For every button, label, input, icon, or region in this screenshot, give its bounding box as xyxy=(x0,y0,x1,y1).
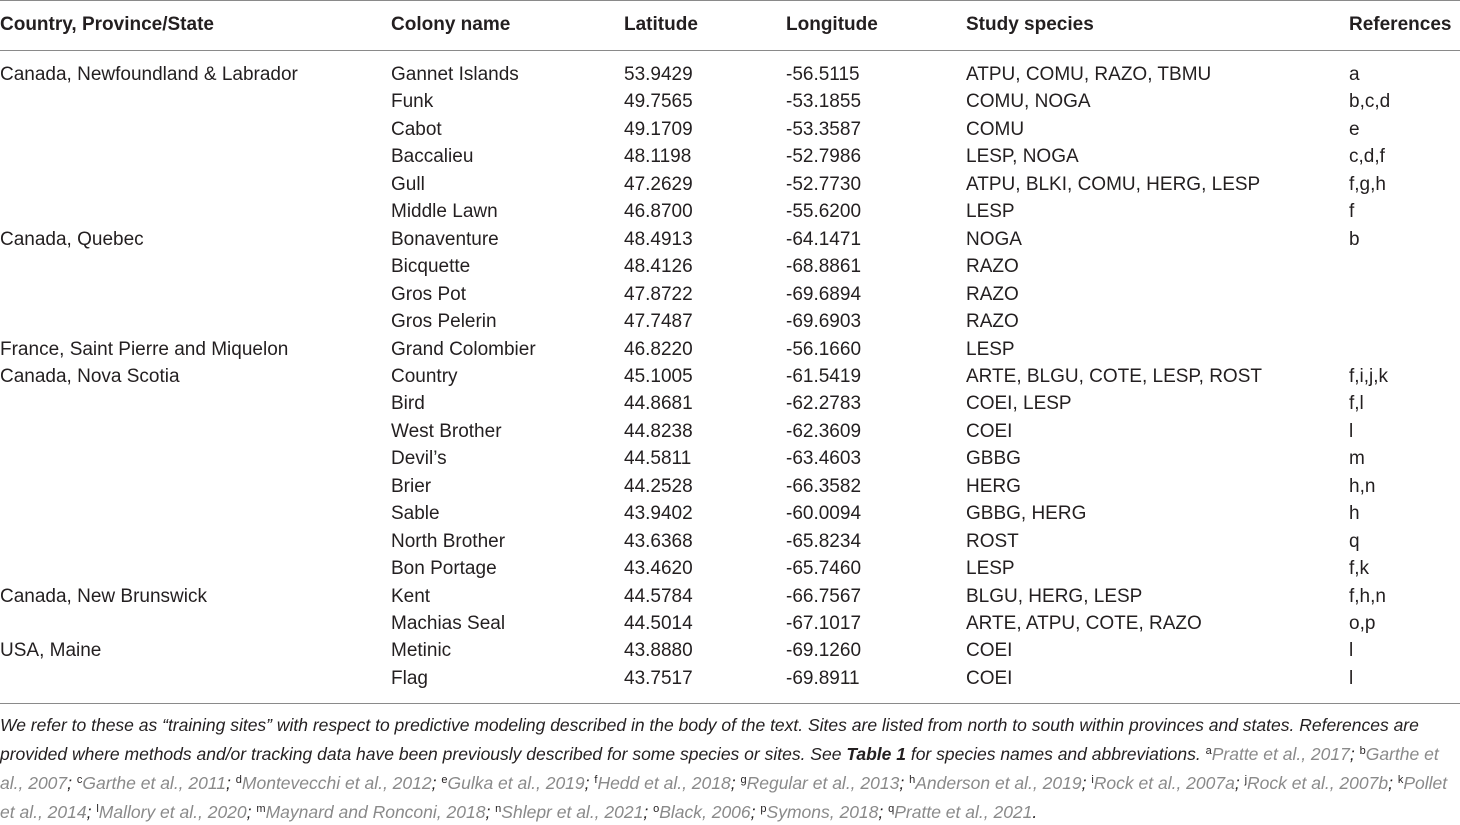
reference-marker: j xyxy=(1244,774,1248,786)
reference-marker: g xyxy=(740,774,747,786)
species-cell: GBBG xyxy=(966,448,1021,470)
country-cell: Canada, Nova Scotia xyxy=(0,365,180,387)
reference-marker: e xyxy=(441,774,448,786)
colony-name-cell: Bicquette xyxy=(391,256,471,278)
reference-marker: m xyxy=(256,803,266,815)
longitude-cell: -53.1855 xyxy=(786,91,862,113)
country-cell: Canada, Quebec xyxy=(0,228,144,250)
references-cell: f,g,h xyxy=(1349,173,1386,195)
longitude-cell: -52.7986 xyxy=(786,146,862,168)
column-header-references: References xyxy=(1349,14,1452,35)
species-cell: ATPU, BLKI, COMU, HERG, LESP xyxy=(966,173,1261,195)
reference-separator: ; xyxy=(730,773,741,793)
latitude-cell: 43.6368 xyxy=(624,530,693,552)
reference-citation: Hedd et al., 2018 xyxy=(597,773,731,793)
latitude-cell: 43.4620 xyxy=(624,558,693,580)
reference-marker: f xyxy=(594,774,598,786)
reference-separator: ; xyxy=(750,802,761,822)
column-header-country: Country, Province/State xyxy=(0,14,214,35)
references-cell: a xyxy=(1349,64,1360,85)
table-header-rule xyxy=(0,50,1460,51)
reference-separator: ; xyxy=(1349,744,1360,764)
footnote-reference[interactable] xyxy=(256,802,485,822)
reference-separator: ; xyxy=(878,802,889,822)
species-cell: COMU, NOGA xyxy=(966,91,1091,113)
latitude-cell: 53.9429 xyxy=(624,64,693,85)
reference-citation: Shlepr et al., 2021 xyxy=(501,802,644,822)
references-cell: l xyxy=(1349,420,1354,442)
footnote-after-ref: for species names and abbreviations. xyxy=(905,744,1206,764)
column-header-longitude: Longitude xyxy=(786,14,878,35)
references-cell: f,i,j,k xyxy=(1349,365,1389,387)
reference-marker: n xyxy=(495,803,502,815)
footnote-reference[interactable] xyxy=(1245,773,1389,793)
colony-name-cell: Sable xyxy=(391,503,440,525)
reference-separator: ; xyxy=(431,773,442,793)
longitude-cell: -56.1660 xyxy=(786,338,862,360)
colony-name-cell: Country xyxy=(391,365,458,387)
longitude-cell: -53.3587 xyxy=(786,118,862,140)
species-cell: RAZO xyxy=(966,256,1019,278)
species-cell: LESP xyxy=(966,558,1015,580)
country-cell: Canada, Newfoundland & Labrador xyxy=(0,64,298,85)
colony-name-cell: Cabot xyxy=(391,118,442,140)
reference-separator: ; xyxy=(1234,773,1245,793)
reference-marker: d xyxy=(235,774,242,786)
species-cell: RAZO xyxy=(966,311,1019,333)
reference-citation: Rock et al., 2007b xyxy=(1247,773,1389,793)
references-cell: o,p xyxy=(1349,613,1376,634)
references-cell: m xyxy=(1349,448,1365,470)
footnote-reference[interactable] xyxy=(441,773,584,793)
species-cell: LESP, NOGA xyxy=(966,146,1079,168)
longitude-cell: -69.1260 xyxy=(786,640,862,662)
reference-marker: l xyxy=(96,803,99,815)
reference-citation: Symons, 2018 xyxy=(766,802,879,822)
footnote-intro: We refer to these as “training sites” with respect to predictive modeling described in the body of the text. Sites are listed from north to south within provinces and states. References are provided where methods and/or tracking data have been previously described for some species or sites. See xyxy=(0,715,1419,764)
longitude-cell: -63.4603 xyxy=(786,448,862,470)
longitude-cell: -69.6903 xyxy=(786,311,862,333)
species-cell: LESP xyxy=(966,338,1015,360)
longitude-cell: -66.3582 xyxy=(786,475,862,497)
table-footnote xyxy=(0,712,1460,825)
colony-name-cell: Bonaventure xyxy=(391,228,499,250)
reference-citation: Pratte et al., 2017 xyxy=(1211,744,1350,764)
country-cell: USA, Maine xyxy=(0,640,102,662)
reference-separator: ; xyxy=(485,802,496,822)
footnote-reference[interactable] xyxy=(653,802,751,822)
species-cell: RAZO xyxy=(966,283,1019,305)
references-cell: f xyxy=(1349,201,1355,223)
latitude-cell: 46.8700 xyxy=(624,201,693,223)
latitude-cell: 49.7565 xyxy=(624,91,693,113)
latitude-cell: 44.5014 xyxy=(624,613,693,634)
longitude-cell: -66.7567 xyxy=(786,585,862,607)
colony-name-cell: Gros Pot xyxy=(391,283,466,305)
species-cell: ARTE, BLGU, COTE, LESP, ROST xyxy=(966,365,1262,387)
species-cell: COEI xyxy=(966,640,1013,662)
footnote-reference[interactable] xyxy=(96,802,246,822)
colony-name-cell: Bon Portage xyxy=(391,558,497,580)
country-cell: Canada, New Brunswick xyxy=(0,585,207,607)
colony-name-cell: Metinic xyxy=(391,640,452,662)
colony-name-cell: Middle Lawn xyxy=(391,201,498,223)
references-cell: h xyxy=(1349,503,1360,525)
latitude-cell: 44.8238 xyxy=(624,420,693,442)
latitude-cell: 44.5811 xyxy=(624,448,692,470)
longitude-cell: -62.2783 xyxy=(786,393,862,415)
footnote-reference[interactable] xyxy=(760,802,878,822)
footnote-reference[interactable] xyxy=(1206,744,1350,764)
reference-separator: ; xyxy=(86,802,97,822)
country-cell: France, Saint Pierre and Miquelon xyxy=(0,338,289,360)
longitude-cell: -56.5115 xyxy=(786,64,860,85)
colony-name-cell: Devil’s xyxy=(391,448,447,470)
reference-citation: Mallory et al., 2020 xyxy=(98,802,247,822)
latitude-cell: 47.7487 xyxy=(624,311,693,333)
footnote-reference[interactable] xyxy=(1091,773,1235,793)
colony-name-cell: West Brother xyxy=(391,420,502,442)
latitude-cell: 47.8722 xyxy=(624,283,693,305)
references-cell: b,c,d xyxy=(1349,91,1391,113)
reference-citation: Pratte et al., 2021 xyxy=(894,802,1033,822)
references-cell: l xyxy=(1349,667,1354,689)
latitude-cell: 44.2528 xyxy=(624,475,693,497)
reference-separator: ; xyxy=(246,802,257,822)
colony-name-cell: Bird xyxy=(391,393,425,415)
longitude-cell: -65.8234 xyxy=(786,530,862,552)
reference-marker: k xyxy=(1397,774,1404,786)
latitude-cell: 44.8681 xyxy=(624,393,693,415)
colony-name-cell: Funk xyxy=(391,91,434,113)
colony-name-cell: North Brother xyxy=(391,530,506,552)
latitude-cell: 47.2629 xyxy=(624,173,693,195)
footnote-table-ref[interactable]: Table 1 xyxy=(846,744,906,764)
latitude-cell: 48.4913 xyxy=(624,228,693,250)
footnote-reference[interactable] xyxy=(495,802,643,822)
footnote-reference[interactable] xyxy=(77,773,226,793)
references-cell: h,n xyxy=(1349,475,1376,497)
reference-citation: Rock et al., 2007a xyxy=(1093,773,1235,793)
references-cell: e xyxy=(1349,118,1360,140)
reference-separator: ; xyxy=(584,773,595,793)
reference-separator: ; xyxy=(226,773,236,793)
reference-citation: Black, 2006 xyxy=(659,802,751,822)
footnote-reference[interactable] xyxy=(740,773,899,793)
latitude-cell: 48.4126 xyxy=(624,256,693,278)
reference-marker: p xyxy=(760,803,767,815)
latitude-cell: 43.7517 xyxy=(624,667,693,689)
longitude-cell: -65.7460 xyxy=(786,558,862,580)
references-cell: b xyxy=(1349,228,1360,250)
reference-citation: Gulka et al., 2019 xyxy=(447,773,585,793)
references-cell: f,k xyxy=(1349,558,1370,580)
longitude-cell: -67.1017 xyxy=(786,613,862,634)
reference-marker: b xyxy=(1359,745,1366,757)
reference-citation: Montevecchi et al., 2012 xyxy=(241,773,432,793)
longitude-cell: -64.1471 xyxy=(786,228,862,250)
longitude-cell: -55.6200 xyxy=(786,201,862,223)
reference-citation: Anderson et al., 2019 xyxy=(915,773,1082,793)
species-cell: COEI, LESP xyxy=(966,393,1072,415)
latitude-cell: 43.9402 xyxy=(624,503,693,525)
colony-name-cell: Machias Seal xyxy=(391,613,506,634)
latitude-cell: 48.1198 xyxy=(624,146,692,168)
column-header-latitude: Latitude xyxy=(624,14,698,35)
species-cell: ROST xyxy=(966,530,1019,552)
reference-separator: ; xyxy=(67,773,77,793)
reference-marker: a xyxy=(1205,745,1212,757)
colony-name-cell: Flag xyxy=(391,667,428,689)
longitude-cell: -69.8911 xyxy=(786,667,860,689)
species-cell: GBBG, HERG xyxy=(966,503,1087,525)
table-bottom-rule xyxy=(0,703,1460,704)
species-cell: ATPU, COMU, RAZO, TBMU xyxy=(966,64,1212,85)
species-cell: ARTE, ATPU, COTE, RAZO xyxy=(966,613,1202,634)
species-cell: COMU xyxy=(966,118,1025,140)
reference-marker: i xyxy=(1091,774,1094,786)
reference-separator: ; xyxy=(1388,773,1398,793)
footnote-reference[interactable] xyxy=(594,773,730,793)
reference-marker: q xyxy=(888,803,895,815)
reference-citation: Maynard and Ronconi, 2018 xyxy=(265,802,486,822)
table-top-rule xyxy=(0,0,1460,1)
longitude-cell: -61.5419 xyxy=(786,365,862,387)
latitude-cell: 45.1005 xyxy=(624,365,693,387)
footnote-reference[interactable] xyxy=(909,773,1082,793)
reference-separator: ; xyxy=(899,773,910,793)
references-cell: f,h,n xyxy=(1349,585,1386,607)
longitude-cell: -52.7730 xyxy=(786,173,862,195)
longitude-cell: -60.0094 xyxy=(786,503,862,525)
references-cell: f,l xyxy=(1349,393,1364,415)
latitude-cell: 43.8880 xyxy=(624,640,693,662)
colony-name-cell: Gull xyxy=(391,173,425,195)
species-cell: HERG xyxy=(966,475,1021,497)
reference-marker: c xyxy=(76,774,83,786)
longitude-cell: -62.3609 xyxy=(786,420,862,442)
reference-separator: ; xyxy=(1081,773,1092,793)
colony-name-cell: Kent xyxy=(391,585,431,607)
reference-marker: o xyxy=(653,803,660,815)
reference-separator: . xyxy=(1032,802,1038,822)
references-cell: c,d,f xyxy=(1349,146,1385,168)
colony-name-cell: Gannet Islands xyxy=(391,64,519,85)
reference-citation: Pollet et al., 2014 xyxy=(0,773,1448,822)
colony-name-cell: Baccalieu xyxy=(391,146,474,168)
reference-citation: Regular et al., 2013 xyxy=(746,773,900,793)
colony-name-cell: Brier xyxy=(391,475,432,497)
footnote-reference[interactable] xyxy=(888,802,1032,822)
latitude-cell: 49.1709 xyxy=(624,118,693,140)
references-cell: q xyxy=(1349,530,1360,552)
longitude-cell: -69.6894 xyxy=(786,283,862,305)
latitude-cell: 46.8220 xyxy=(624,338,693,360)
species-cell: NOGA xyxy=(966,228,1022,250)
colony-name-cell: Grand Colombier xyxy=(391,338,536,360)
column-header-colony-name: Colony name xyxy=(391,14,511,35)
colony-name-cell: Gros Pelerin xyxy=(391,311,497,333)
references-cell: l xyxy=(1349,640,1354,662)
species-cell: LESP xyxy=(966,201,1015,223)
latitude-cell: 44.5784 xyxy=(624,585,693,607)
footnote-reference[interactable] xyxy=(236,773,432,793)
species-cell: COEI xyxy=(966,420,1013,442)
longitude-cell: -68.8861 xyxy=(786,256,862,278)
species-cell: COEI xyxy=(966,667,1013,689)
column-header-species: Study species xyxy=(966,14,1094,35)
species-cell: BLGU, HERG, LESP xyxy=(966,585,1143,607)
reference-citation: Garthe et al., 2011 xyxy=(82,773,227,793)
reference-separator: ; xyxy=(643,802,654,822)
reference-citation: Garthe et al., 2007 xyxy=(0,744,1439,793)
reference-marker: h xyxy=(909,774,916,786)
